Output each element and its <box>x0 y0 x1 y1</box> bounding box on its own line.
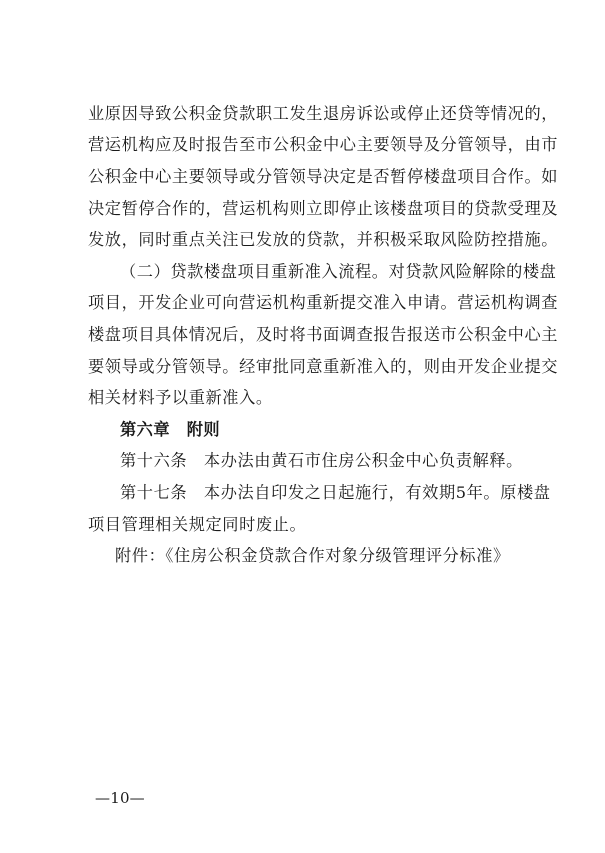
article-16: 第十六条 本办法由黄石市住房公积金中心负责解释。 <box>120 451 523 470</box>
article-17: 第十七条 本办法自印发之日起施行，有效期5年。原楼盘 <box>120 483 551 502</box>
body-text-line: 项目，开发企业可向营运机构重新提交准入申请。营运机构调查 <box>88 293 559 312</box>
body-text-line: 楼盘项目具体情况后，及时将书面调查报告报送市公积金中心主 <box>88 325 559 344</box>
body-text-line: 决定暂停合作的，营运机构则立即停止该楼盘项目的贷款受理及 <box>88 199 559 218</box>
body-text-line: 要领导或分管领导。经审批同意重新准入的，则由开发企业提交 <box>88 357 559 376</box>
attachment-note: 附件：《住房公积金贷款合作对象分级管理评分标准》 <box>115 546 510 565</box>
section-paragraph-start: （二）贷款楼盘项目重新准入流程。对贷款风险解除的楼盘 <box>120 262 557 281</box>
body-text-line: 公积金中心主要领导或分管领导决定是否暂停楼盘项目合作。如 <box>88 167 559 186</box>
body-text-line: 发放，同时重点关注已发放的贷款，并积极采取风险防控措施。 <box>88 230 559 249</box>
body-text-line: 项目管理相关规定同时废止。 <box>88 515 307 534</box>
chapter-heading: 第六章 附则 <box>120 420 221 439</box>
body-text-line: 相关材料予以重新准入。 <box>88 388 273 407</box>
body-text-line: 业原因导致公积金贷款职工发生退房诉讼或停止还贷等情况的， <box>88 104 559 123</box>
page-number: —10— <box>95 789 145 807</box>
body-text-line: 营运机构应及时报告至市公积金中心主要领导及分管领导，由市 <box>88 135 559 154</box>
